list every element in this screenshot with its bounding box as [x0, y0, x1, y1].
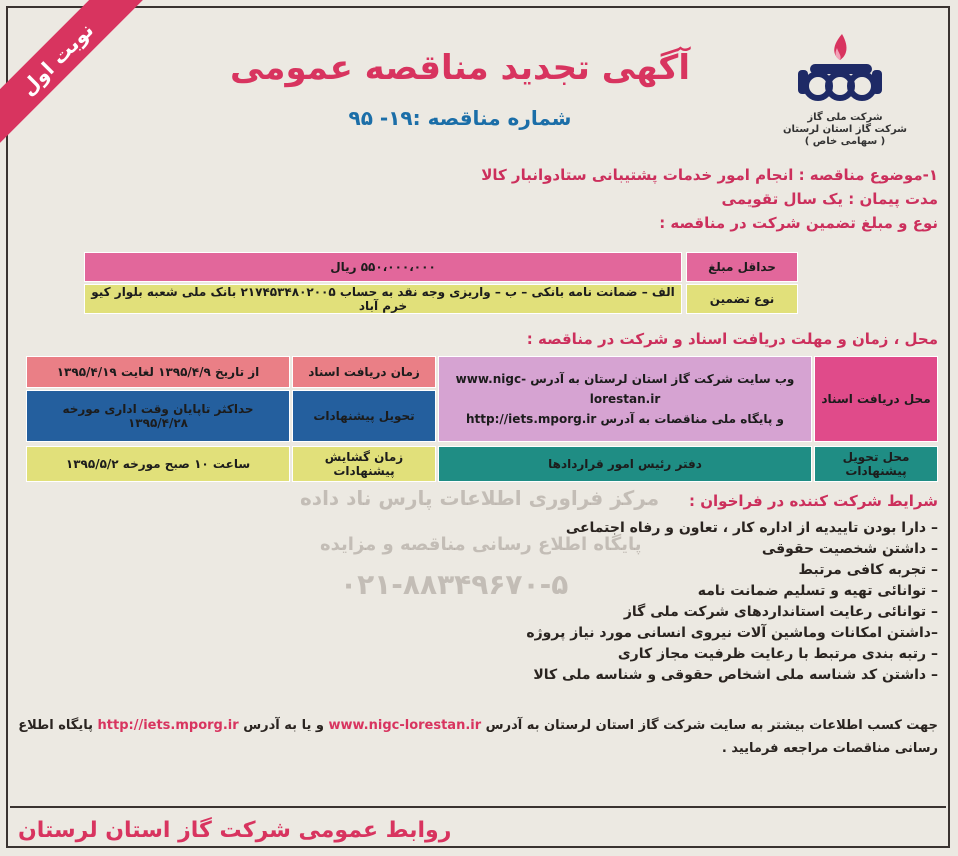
doc-place-value — [438, 356, 812, 442]
tender-number: شماره مناقصه :۱۹- ۹۵ — [348, 106, 572, 130]
tender-topic: ۱-موضوع مناقصه : انجام امور خدمات پشتیبانی ستادوانبار کالا — [481, 166, 938, 184]
nigc-logo-icon — [790, 30, 890, 106]
footer-divider — [10, 806, 946, 808]
condition-item: – دارا بودن تاییدیه از اداره کار ، تعاون و رفاه اجتماعی — [565, 520, 938, 536]
notice-title: آگهی تجدید مناقصه عمومی — [230, 48, 690, 88]
closing-part-1: جهت کسب اطلاعات بیشتر به سایت شرکت گاز استان لرستان به آدرس — [485, 718, 938, 733]
min-amount-value: ۵۵۰،۰۰۰،۰۰۰ ریال — [84, 252, 682, 282]
doc-place-line-1: وب سایت شرکت گاز استان لرستان به آدرس www.nigc-lorestan.ir — [455, 372, 795, 406]
submission-deadline: حداکثر تاپایان وقت اداری مورخه ۱۳۹۵/۴/۲۸ — [26, 390, 290, 442]
guarantee-type-value: الف – ضمانت نامه بانکی – ب – واریزی وجه نقد به حساب ۲۱۷۴۵۳۴۸۰۲۰۰۵ بانک ملی شعبه بلوار کیو خرم آباد — [84, 284, 682, 314]
doc-place-line-2: و پایگاه ملی مناقصات به آدرس http://iets.mporg.ir — [466, 412, 784, 426]
submission-label: تحویل پیشنهادات — [292, 390, 436, 442]
footer-public-relations: روابط عمومی شرکت گاز استان لرستان — [18, 818, 452, 843]
condition-item: – توانائی تهیه و تسلیم ضمانت نامه — [697, 583, 938, 599]
closing-paragraph — [18, 714, 938, 760]
condition-item: – داشتن شخصیت حقوقی — [761, 541, 938, 557]
contract-duration: مدت پیمان : یک سال تقویمی — [721, 190, 938, 208]
documents-heading: محل ، زمان و مهلت دریافت اسناد و شرکت در مناقصه : — [526, 330, 938, 348]
doc-place-label: محل دریافت اسناد — [814, 356, 938, 442]
guarantee-type-label: نوع تضمین — [686, 284, 798, 314]
conditions-heading: شرایط شرکت کننده در فراخوان : — [689, 492, 938, 510]
condition-item: – توانائی رعایت استانداردهای شرکت ملی گاز — [623, 604, 938, 620]
guarantee-heading: نوع و مبلغ تضمین شرکت در مناقصه : — [659, 214, 938, 232]
company-name-block — [780, 112, 910, 148]
conditions-list — [18, 518, 938, 686]
closing-part-2: و یا به آدرس — [243, 718, 324, 733]
doc-time-label: زمان دریافت اسناد — [292, 356, 436, 388]
ribbon-label: نوبت اول — [0, 0, 145, 147]
watermark-phone: ۰۲۱-۸۸۳۴۹۶۷۰-۵ — [340, 568, 569, 601]
condition-item: – تجربه کافی مرتبط — [798, 562, 938, 578]
company-line-2: شرکت گاز استان لرستان — [782, 124, 908, 135]
opening-time: ساعت ۱۰ صبح مورخه ۱۳۹۵/۵/۲ — [26, 446, 290, 482]
condition-item: – رتبه بندی مرتبط با رعایت ظرفیت مجاز کاری — [617, 646, 938, 662]
company-line-1: شرکت ملی گاز — [807, 112, 883, 123]
min-amount-label: حداقل مبلغ — [686, 252, 798, 282]
iets-link[interactable]: http://iets.mporg.ir — [97, 718, 239, 733]
submit-place-label: محل تحویل پیشنهادات — [814, 446, 938, 482]
watermark-line-2: پایگاه اطلاع رسانی مناقصه و مزایده — [320, 534, 642, 555]
doc-time-value: از تاریخ ۱۳۹۵/۴/۹ لغایت ۱۳۹۵/۴/۱۹ — [26, 356, 290, 388]
opening-label: زمان گشایش پیشنهادات — [292, 446, 436, 482]
company-line-3: ( سهامی خاص ) — [804, 136, 886, 147]
condition-item: –داشتن امکانات وماشین آلات نیروی انسانی مورد نیاز پروژه — [526, 625, 938, 641]
condition-item: – داشتن کد شناسه ملی اشخاص حقوقی و شناسه ملی کالا — [533, 667, 938, 683]
watermark-line-1: مرکز فراوری اطلاعات پارس ناد داده — [300, 486, 660, 510]
corner-ribbon — [0, 0, 150, 150]
submit-place-value: دفتر رئیس امور قراردادها — [438, 446, 812, 482]
closing-part-3: پایگاه اطلاع رسانی مناقصات مراجعه فرمایید . — [18, 718, 938, 756]
website-link[interactable]: www.nigc-lorestan.ir — [328, 718, 482, 733]
